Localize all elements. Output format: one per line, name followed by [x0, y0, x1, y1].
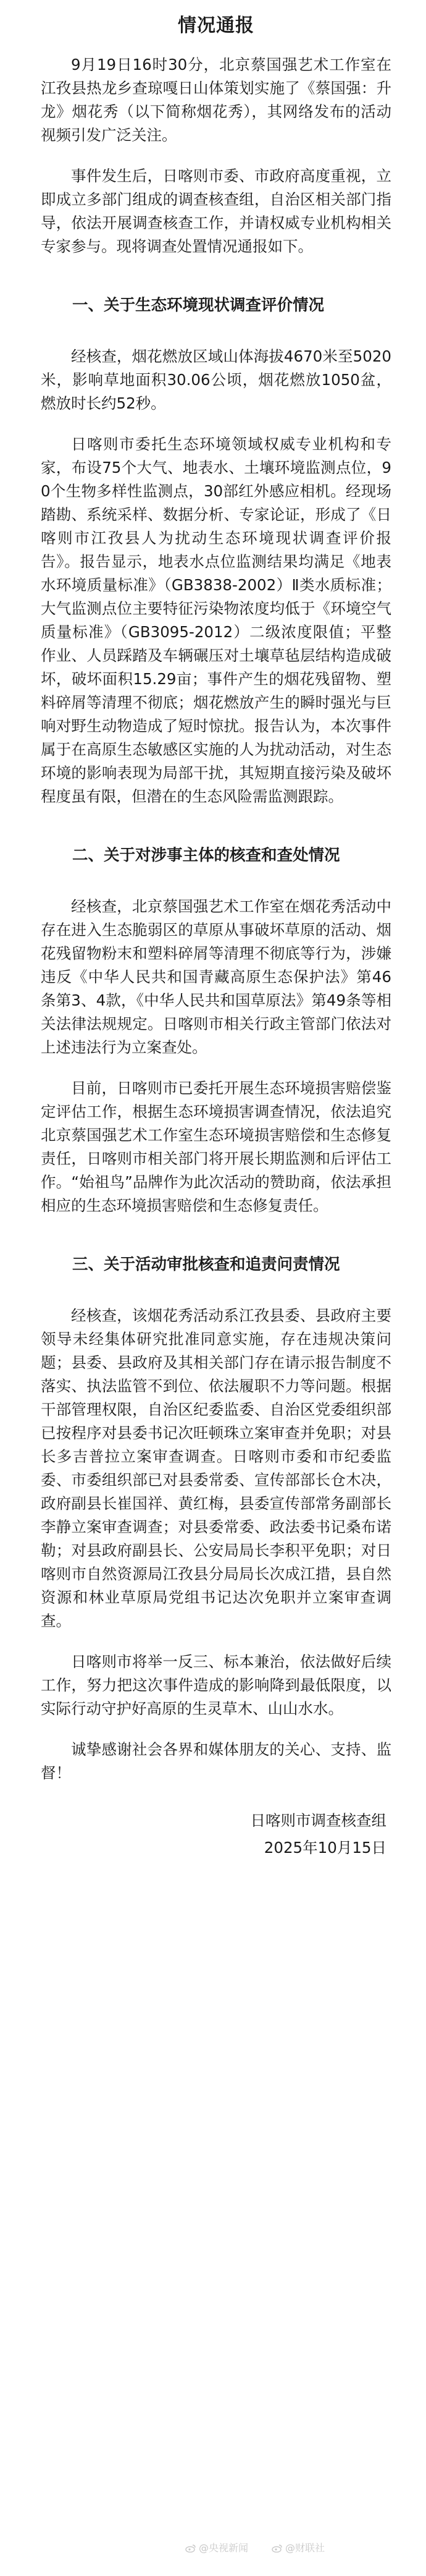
watermark-left-text: @央视新闻: [199, 2542, 249, 2554]
section-2-paragraph-1: 经核查，北京蔡国强艺术工作室在烟花秀活动中存在进入生态脆弱区的草原从事破坏草原的活动、烟花残留物粉末和塑料碎屑等清理不彻底等行为，涉嫌违反《中华人民共和国青藏高原生态保护法》第46条第3、4款，《中华人民共和国草原法》第49条等相关法律法规规定。日喀则市相关行政主管部门依法对上述违法行为立案查处。: [41, 897, 391, 1056]
closing-thanks: 诚挚感谢社会各界和媒体朋友的关心、支持、监督！: [41, 1740, 391, 1782]
section-3-paragraph-2: 日喀则市将举一反三、标本兼治，依法做好后续工作，努力把这次事件造成的影响降到最低限度，以实际行动守护好高原的生灵草木、山山水水。: [41, 1653, 391, 1718]
intro-paragraph-2: 事件发生后，日喀则市委、市政府高度重视，立即成立多部门组成的调查核查组，自治区相关部门指导，依法开展调查核查工作，并请权威专业机构相关专家参与。现将调查处置情况通报如下。: [41, 167, 391, 255]
watermark-right-text: @财联社: [285, 2542, 325, 2554]
intro-paragraph-1: 9月19日16时30分，北京蔡国强艺术工作室在江孜县热龙乡查琼嘎日山体策划实施了《蔡国强：升龙》烟花秀（以下简称烟花秀），其网络发布的活动视频引发广泛关注。: [41, 56, 391, 144]
section-3-paragraph-1: 经核查，该烟花秀活动系江孜县委、县政府主要领导未经集体研究批准同意实施，存在违规决策问题；县委、县政府及其相关部门存在请示报告制度不落实、执法监管不到位、依法履职不力等问题。根据干部管理权限，自治区纪委监委、自治区党委组织部已按程序对县委书记次旺顿珠立案审查并免职；对县长多吉普拉立案审查调查。日喀则市委和市纪委监委、市委组织部已对县委常委、宣传部部长仓木决，政府副县长崔国祥、黄红梅，县委宣传部常务副部长李静立案审查调查；对县委常委、政法委书记桑布诺勒；对县政府副县长、公安局局长李积平免职；对日喀则市自然资源局江孜县分局局长次成江措，县自然资源和林业草原局党组书记达次免职并立案审查调查。: [41, 1307, 391, 1630]
section-1-heading: 一、关于生态环境现状调查评价情况: [72, 296, 325, 315]
section-1-paragraph-1: 经核查，烟花燃放区域山体海拔4670米至5020米，影响草地面积30.06公顷，烟花燃放1050盆，燃放时长约52秒。: [41, 347, 391, 412]
section-2-heading: 二、关于对涉事主体的核查和查处情况: [72, 846, 340, 865]
section-1-paragraph-2: 日喀则市委托生态环境领域权威专业机构和专家，布设75个大气、地表水、土壤环境监测点位，90个生物多样性监测点，30部红外感应相机。经现场踏勘、系统采样、数据分析、专家论证，形成了《日喀则市江孜县人为扰动生态环境现状调查评价报告》。报告显示，地表水点位监测结果均满足《地表水环境质量标准》（GB3838-2002）Ⅱ类水质标准；大气监测点位主要特征污染物浓度均低于《环境空气质量标准》（GB3095-2012）二级浓度限值；平整作业、人员踩踏及车辆碾压对土壤草毡层结构造成破坏，破坏面积15.29亩；事件产生的烟花残留物、塑料碎屑等清理不彻底；烟花燃放产生的瞬时强光与巨响对野生动物造成了短时惊扰。报告认为，本次事件属于在高原生态敏感区实施的人为扰动活动，对生态环境的影响表现为局部干扰，其短期直接污染及破坏程度虽有限，但潜在的生态风险需监测跟踪。: [41, 435, 391, 805]
section-3-heading: 三、关于活动审批核查和追责问责情况: [72, 1255, 340, 1274]
report-date: 2025年10月15日: [264, 1839, 386, 1857]
report-title: 情况通报: [178, 15, 254, 36]
signature: 日喀则市调查核查组: [250, 1811, 386, 1829]
section-2-paragraph-2: 目前，日喀则市已委托开展生态环境损害赔偿鉴定评估工作，根据生态环境损害调查情况，依法追究北京蔡国强艺术工作室生态环境损害赔偿和生态修复责任，日喀则市相关部门将开展长期监测和后评估工作。“始祖鸟”品牌作为此次活动的赞助商，依法承担相应的生态环境损害赔偿和生态修复责任。: [41, 1079, 391, 1214]
